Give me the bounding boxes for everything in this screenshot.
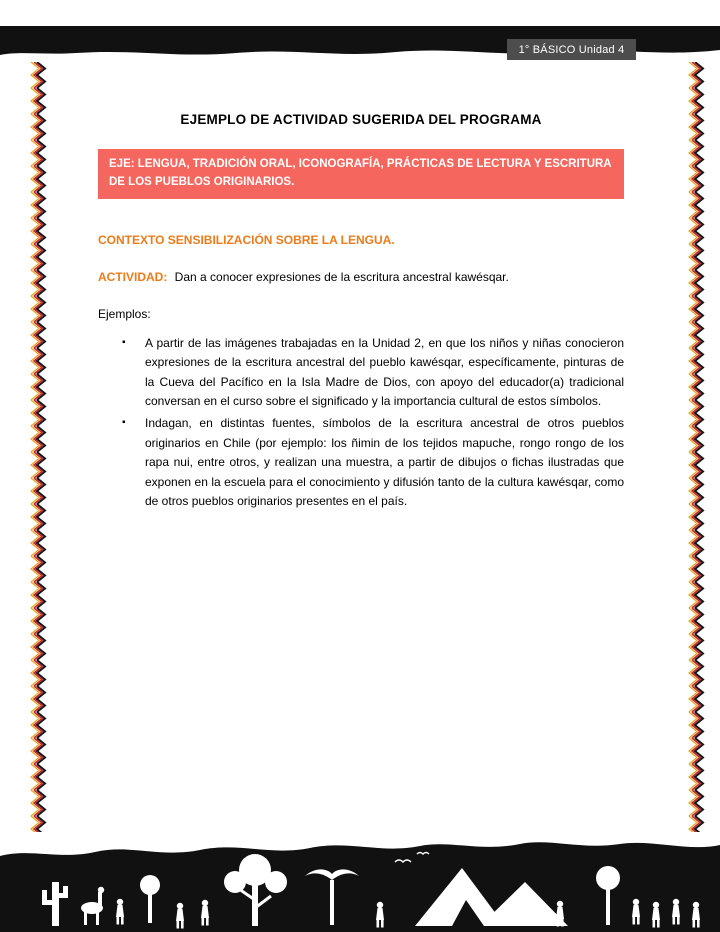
activity-text: Dan a conocer expresiones de la escritura ancestral kawésqar. bbox=[174, 269, 509, 284]
document-content bbox=[98, 60, 624, 515]
list-item-text: A partir de las imágenes trabajadas en la Unidad 2, en que los niños y niñas conocieron expresiones de la escritura ancestral del pueblo kawésqar, específicamente, pinturas de la Cueva del Pacífico en la Isla Madre de Dios, con apoyo del educador(a) tradicional conversan en el curso sobre el significado y la importancia cultural de estos símbolos. bbox=[145, 335, 624, 408]
examples-label: Ejemplos: bbox=[98, 306, 151, 321]
footer-landscape-illustration bbox=[0, 830, 720, 932]
eje-banner: EJE: LENGUA, TRADICIÓN ORAL, ICONOGRAFÍA, PRÁCTICAS DE LECTURA Y ESCRITURA DE LOS PUEBLOS ORIGINARIOS. bbox=[98, 149, 624, 199]
zigzag-pattern-right bbox=[687, 62, 705, 832]
examples-list bbox=[98, 334, 624, 512]
right-decorative-border bbox=[687, 62, 705, 832]
left-decorative-border bbox=[29, 62, 47, 832]
list-item bbox=[120, 334, 624, 412]
context-heading: CONTEXTO SENSIBILIZACIÓN SOBRE LA LENGUA. bbox=[98, 232, 395, 247]
page-title: EJEMPLO DE ACTIVIDAD SUGERIDA DEL PROGRAMA bbox=[180, 112, 542, 127]
list-item-text: Indagan, en distintas fuentes, símbolos de la escritura ancestral de otros pueblos originarios en Chile (por ejemplo: los ñimin de los tejidos mapuche, rongo rongo de los rapa nui, entre otros, y realizan una muestra, a partir de dibujos o fichas ilustradas que exponen en la escuela para el conocimiento y difusión tanto de la cultura kawésqar, como de otros pueblos originarios presentes en el país. bbox=[145, 416, 624, 509]
footer-illustration bbox=[0, 830, 720, 932]
list-item bbox=[120, 414, 624, 511]
activity-label: ACTIVIDAD: bbox=[98, 269, 168, 284]
unit-badge: 1° BÁSICO Unidad 4 bbox=[507, 39, 636, 60]
activity-line bbox=[98, 268, 624, 286]
zigzag-pattern-left bbox=[29, 62, 47, 832]
